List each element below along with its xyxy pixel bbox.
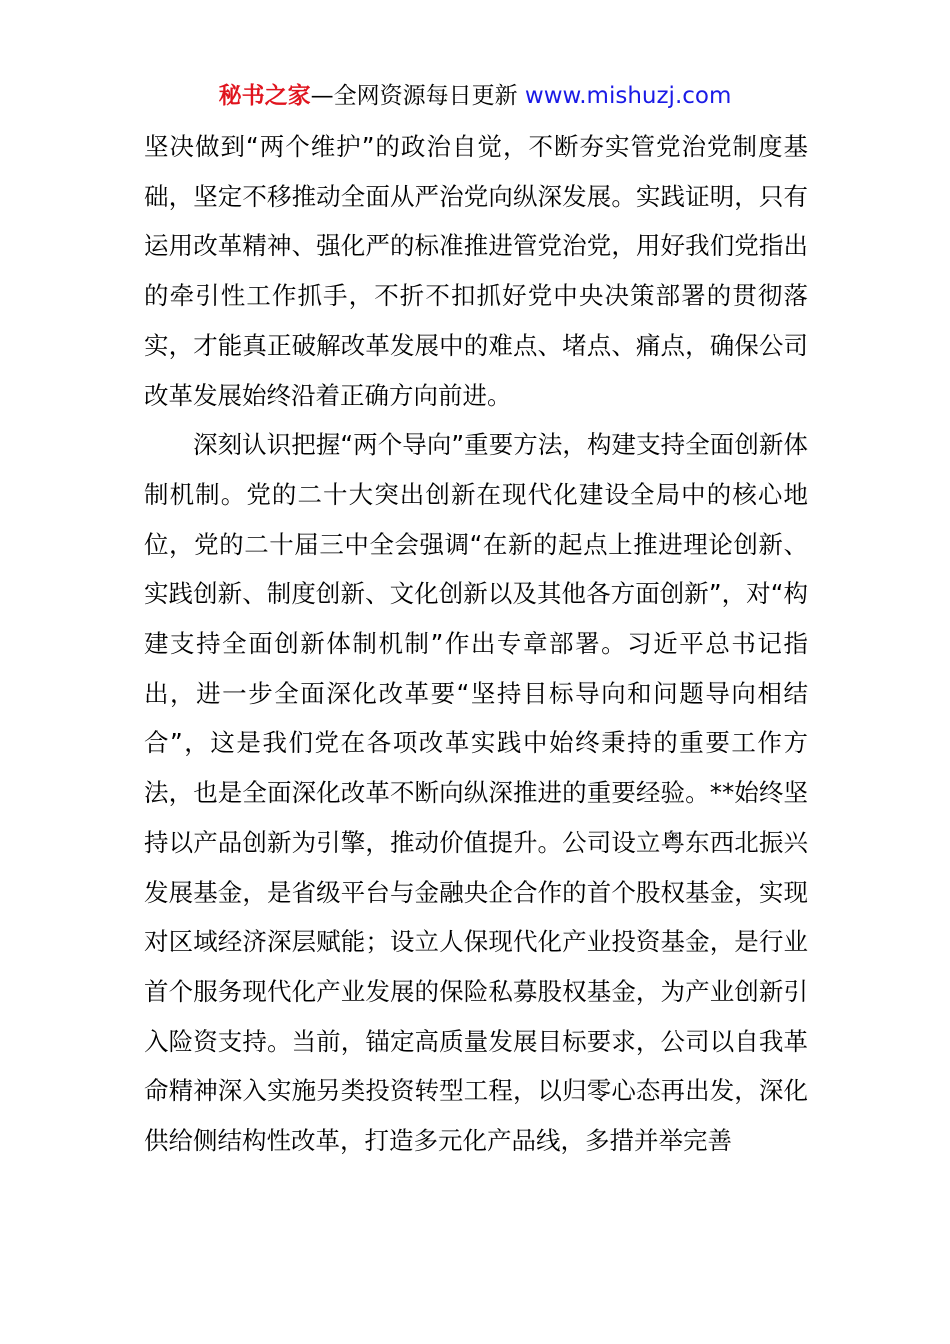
paragraph-continuation: 坚决做到“两个维护”的政治自觉，不断夯实管党治党制度基础，坚定不移推动全面从严治党向纵深发展。实践证明，只有运用改革精神、强化严的标准推进管党治党，用好我们党指出的牵引性工作抓手，不折不扣抓好党中央决策部署的贯彻落实，才能真正破解改革发展中的难点、堵点、痛点，确保公司改革发展始终沿着正确方向前进。	[144, 132, 808, 410]
page-header	[0, 80, 950, 112]
header-tagline: —全网资源每日更新	[310, 83, 518, 109]
header-url-link[interactable]: www.mishuzj.com	[524, 83, 732, 109]
document-body	[144, 122, 808, 1166]
header-brand: 秘书之家	[218, 83, 311, 109]
paragraph-two-orientations: 深刻认识把握“两个导向”重要方法，构建支持全面创新体制机制。党的二十大突出创新在现代化建设全局中的核心地位，党的二十届三中全会强调“在新的起点上推进理论创新、实践创新、制度创新、文化创新以及其他各方面创新”，对“构建支持全面创新体制机制”作出专章部署。习近平总书记指出，进一步全面深化改革要“坚持目标导向和问题导向相结合”，这是我们党在各项改革实践中始终秉持的重要工作方法，也是全面深化改革不断向纵深推进的重要经验。**始终坚持以产品创新为引擎，推动价值提升。公司设立粤东西北振兴发展基金，是省级平台与金融央企合作的首个股权基金，实现对区域经济深层赋能；设立人保现代化产业投资基金，是行业首个服务现代化产业发展的保险私募股权基金，为产业创新引入险资支持。当前，锚定高质量发展目标要求，公司以自我革命精神深入实施另类投资转型工程，以归零心态再出发，深化供给侧结构性改革，打造多元化产品线，多措并举完善	[144, 430, 808, 1156]
